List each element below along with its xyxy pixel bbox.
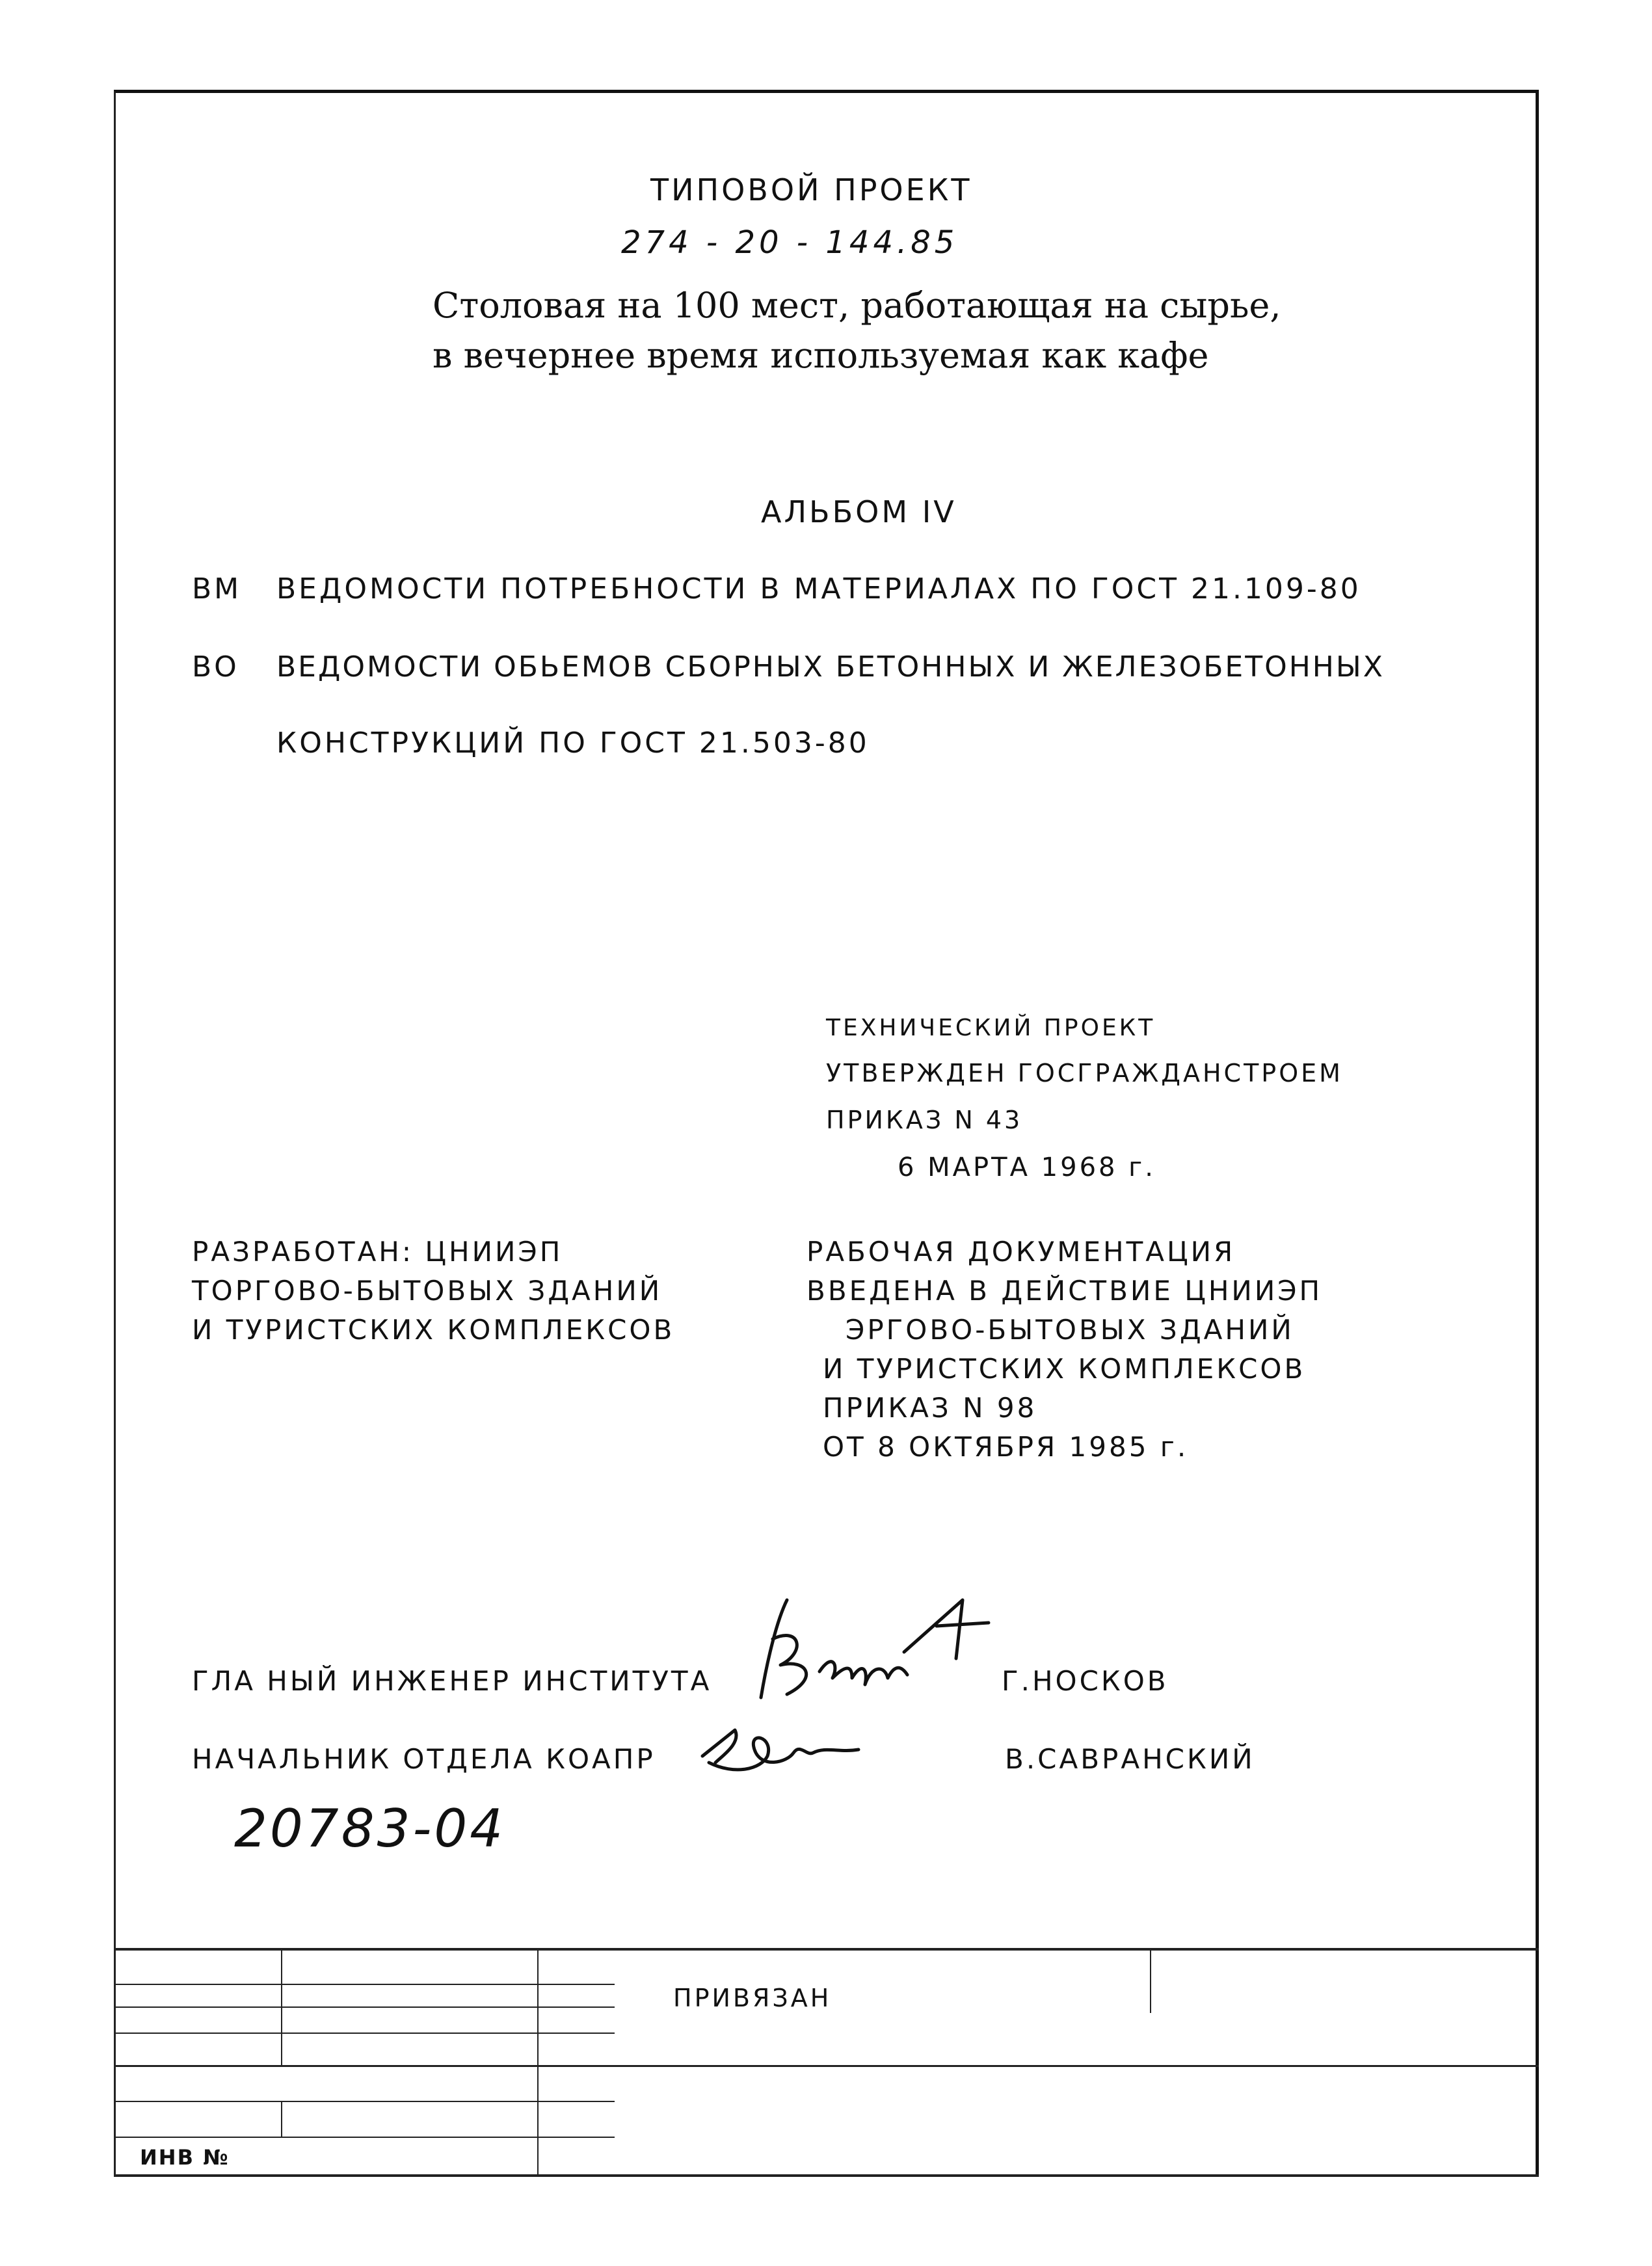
signature-name-department-head: В.САВРАНСКИЙ — [1005, 1743, 1255, 1775]
stamp-column-line — [537, 2065, 539, 2174]
working-docs-line1: РАБОЧАЯ ДОКУМЕНТАЦИЯ — [806, 1236, 1236, 1268]
stamp-bound-label: ПРИВЯЗАН — [673, 1984, 832, 2012]
signature-chief-engineer-handwriting — [741, 1561, 1002, 1711]
album-item-code-vo: ВО — [192, 650, 239, 684]
project-number: 274 - 20 - 144.85 — [621, 224, 959, 261]
working-docs-line6: ОТ 8 ОКТЯБРЯ 1985 г. — [823, 1431, 1189, 1463]
signature-department-head-handwriting — [696, 1717, 904, 1795]
stamp-row-line — [114, 2101, 615, 2102]
album-item-text-vo: ВЕДОМОСТИ ОБЬЕМОВ СБОРНЫХ БЕТОННЫХ И ЖЕЛЕЗОБЕТОННЫХ — [276, 650, 1385, 684]
album-item-text-vm: ВЕДОМОСТИ ПОТРЕБНОСТИ В МАТЕРИАЛАХ ПО ГОСТ 21.109-80 — [276, 572, 1361, 606]
developer-line3: И ТУРИСТСКИХ КОМПЛЕКСОВ — [192, 1314, 675, 1346]
stamp-column-line — [281, 2101, 282, 2137]
approval-line3: ПРИКАЗ N 43 — [826, 1106, 1023, 1134]
stamp-bottom-border — [114, 2174, 1539, 2177]
working-docs-line2: ВВЕДЕНА В ДЕЙСТВИЕ ЦНИИЭП — [806, 1275, 1323, 1307]
working-docs-line5: ПРИКАЗ N 98 — [823, 1392, 1037, 1424]
stamp-row-line — [114, 2006, 615, 2008]
developer-line1: РАЗРАБОТАН: ЦНИИЭП — [192, 1236, 563, 1268]
signature-role-chief-engineer: ГЛА НЫЙ ИНЖЕНЕР ИНСТИТУТА — [192, 1665, 712, 1697]
signature-role-department-head: НАЧАЛЬНИК ОТДЕЛА КОАПР — [192, 1743, 656, 1775]
stamp-column-line — [281, 1948, 282, 2065]
stamp-row-line — [114, 2033, 615, 2034]
working-docs-line3: ЭРГОВО-БЫТОВЫХ ЗДАНИЙ — [846, 1314, 1294, 1346]
project-type-label: ТИПОВОЙ ПРОЕКТ — [650, 172, 972, 207]
album-label: АЛЬБОМ IV — [761, 494, 957, 529]
approval-line2: УТВЕРЖДЕН ГОСГРАЖДАНСТРОЕМ — [826, 1059, 1343, 1087]
approval-line1: ТЕХНИЧЕСКИЙ ПРОЕКТ — [826, 1015, 1156, 1041]
stamp-middle-border — [114, 2065, 1539, 2067]
approval-line4: 6 МАРТА 1968 г. — [898, 1153, 1156, 1182]
signature-name-chief-engineer: Г.НОСКОВ — [1002, 1665, 1169, 1697]
developer-line2: ТОРГОВО-БЫТОВЫХ ЗДАНИЙ — [192, 1275, 663, 1307]
stamp-inventory-label: ИНВ № — [140, 2145, 230, 2170]
working-docs-line4: И ТУРИСТСКИХ КОМПЛЕКСОВ — [823, 1353, 1306, 1385]
stamp-top-border — [114, 1948, 1539, 1951]
stamp-row-line — [114, 1984, 615, 1985]
project-title-line2: в вечернее время используемая как кафе — [433, 335, 1209, 376]
album-item-code-vm: ВМ — [192, 572, 242, 606]
stamp-column-line — [1150, 1948, 1151, 2013]
stamp-row-line — [114, 2137, 615, 2138]
stamp-column-line — [537, 1948, 539, 2065]
project-title-line1: Столовая на 100 мест, работающая на сырье, — [433, 285, 1281, 326]
document-number: 20783-04 — [234, 1798, 506, 1859]
album-item-continuation: КОНСТРУКЦИЙ ПО ГОСТ 21.503-80 — [276, 726, 870, 760]
